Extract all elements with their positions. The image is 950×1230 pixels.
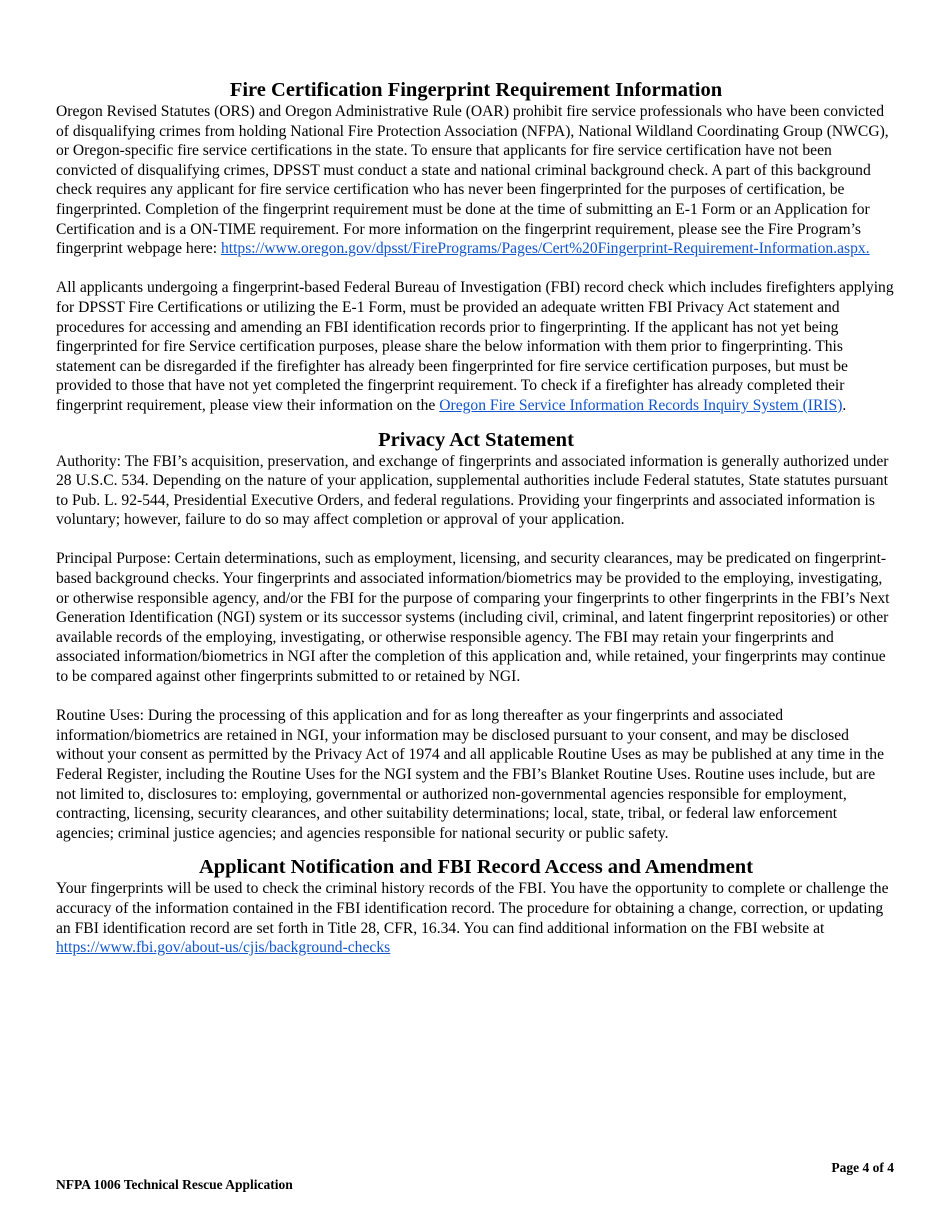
document-body (56, 78, 896, 958)
fingerprint-paragraph-2 (56, 278, 896, 415)
privacy-routine-paragraph: Routine Uses: During the processing of this application and for as long thereafter as your fingerprints and associated information/biometrics are retained in NGI, your information may be disclosed pursuant to your consent, and may be disclosed without your consent as permitted by the Privacy Act of 1974 and all applicable Routine Uses as may be published at any time in the Federal Register, including the Routine Uses for the NGI system and the FBI’s Blanket Routine Uses. Routine uses include, but are not limited to, disclosures to: employing, governmental or authorized non-governmental agencies responsible for employment, contracting, licensing, security clearances, and other suitability determinations; local, state, tribal, or federal law enforcement agencies; criminal justice agencies; and agencies responsible for national security or public safety. (56, 707, 885, 842)
fingerprint-section-title: Fire Certification Fingerprint Requirement Information (229, 79, 723, 101)
privacy-section-title: Privacy Act Statement (378, 428, 574, 451)
notification-section-title: Applicant Notification and FBI Record Access and Amendment (198, 856, 754, 879)
footer-document-title: NFPA 1006 Technical Rescue Application (56, 1177, 293, 1192)
fbi-background-checks-link[interactable]: https://www.fbi.gov/about-us/cjis/background-checks (56, 939, 391, 957)
fingerprint-paragraph-2-text: All applicants undergoing a fingerprint-based Federal Bureau of Investigation (FBI) record check which includes firefighters applying for DPSST Fire Certifications or utilizing the E-1 Form, must be provided an adequate written FBI Privacy Act statement and procedures for accessing and amending an FBI identification records prior to fingerprinting. If the applicant has not yet being fingerprinted for fire Service certification purposes, please share the below information with them prior to fingerprinting. This statement can be disregarded if the firefighter has already been fingerprinted for fire service certification purposes, but must be provided to those that have not yet completed the fingerprint requirement. To check if a firefighter has already completed their fingerprint requirement, please view their information on the (56, 279, 894, 414)
privacy-purpose-paragraph: Principal Purpose: Certain determinations, such as employment, licensing, and security clearances, may be predicated on fingerprint-based background checks. Your fingerprints and associated information/biometrics may be provided to the employing, investigating, or otherwise responsible agency, and/or the FBI for the purpose of comparing your fingerprints to other fingerprints in the FBI’s Next Generation Identification (NGI) system or its successor systems (including civil, criminal, and latent fingerprint repositories) or other available records of the employing, investigating, or otherwise responsible agency. The FBI may retain your fingerprints and associated information/biometrics in NGI after the completion of this application and, while retained, your fingerprints may continue to be compared against other fingerprints submitted to or retained by NGI. (56, 550, 890, 686)
page-number: Page 4 of 4 (831, 1160, 894, 1175)
notification-paragraph-text: Your fingerprints will be used to check the criminal history records of the FBI. You have the opportunity to complete or challenge the accuracy of the information contained in the FBI identification record. The procedure for obtaining a change, correction, or updating an FBI identification record are set forth in Title 28, CFR, 16.34. You can find additional information on the FBI website at (56, 880, 889, 937)
fingerprint-paragraph-1 (56, 102, 896, 259)
fingerprint-paragraph-2-end: . (842, 396, 847, 414)
iris-link[interactable]: Oregon Fire Service Information Records Inquiry System (IRIS) (439, 396, 843, 414)
fingerprint-paragraph-1-text: Oregon Revised Statutes (ORS) and Oregon Administrative Rule (OAR) prohibit fire service professionals who have been convicted of disqualifying crimes from holding National Fire Protection Association (NFPA), National Wildland Coordinating Group (NWCG), or Oregon-specific fire service certifications in the state. To ensure that applicants for fire service certification have not been convicted of disqualifying crimes, DPSST must conduct a state and national criminal background check. A part of this background check requires any applicant for fire service certification who has never been fingerprinted for the purposes of certification, be fingerprinted. Completion of the fingerprint requirement must be done at the time of submitting an E-1 Form or an Application for Certification and is a ON-TIME requirement. For more information on the fingerprint requirement, please see the Fire Program’s fingerprint webpage here: (56, 103, 889, 258)
fingerprint-webpage-link[interactable]: https://www.oregon.gov/dpsst/FirePrograms/Pages/Cert%20Fingerprint-Requirement-Information.aspx. (220, 240, 870, 258)
privacy-authority-paragraph: Authority: The FBI’s acquisition, preservation, and exchange of fingerprints and associated information is generally authorized under 28 U.S.C. 534. Depending on the nature of your application, supplemental authorities include Federal statutes, State statutes pursuant to Pub. L. 92-544, Presidential Executive Orders, and federal regulations. Providing your fingerprints and associated information is voluntary; however, failure to do so may affect completion or approval of your application. (56, 452, 889, 529)
notification-paragraph (56, 879, 896, 957)
